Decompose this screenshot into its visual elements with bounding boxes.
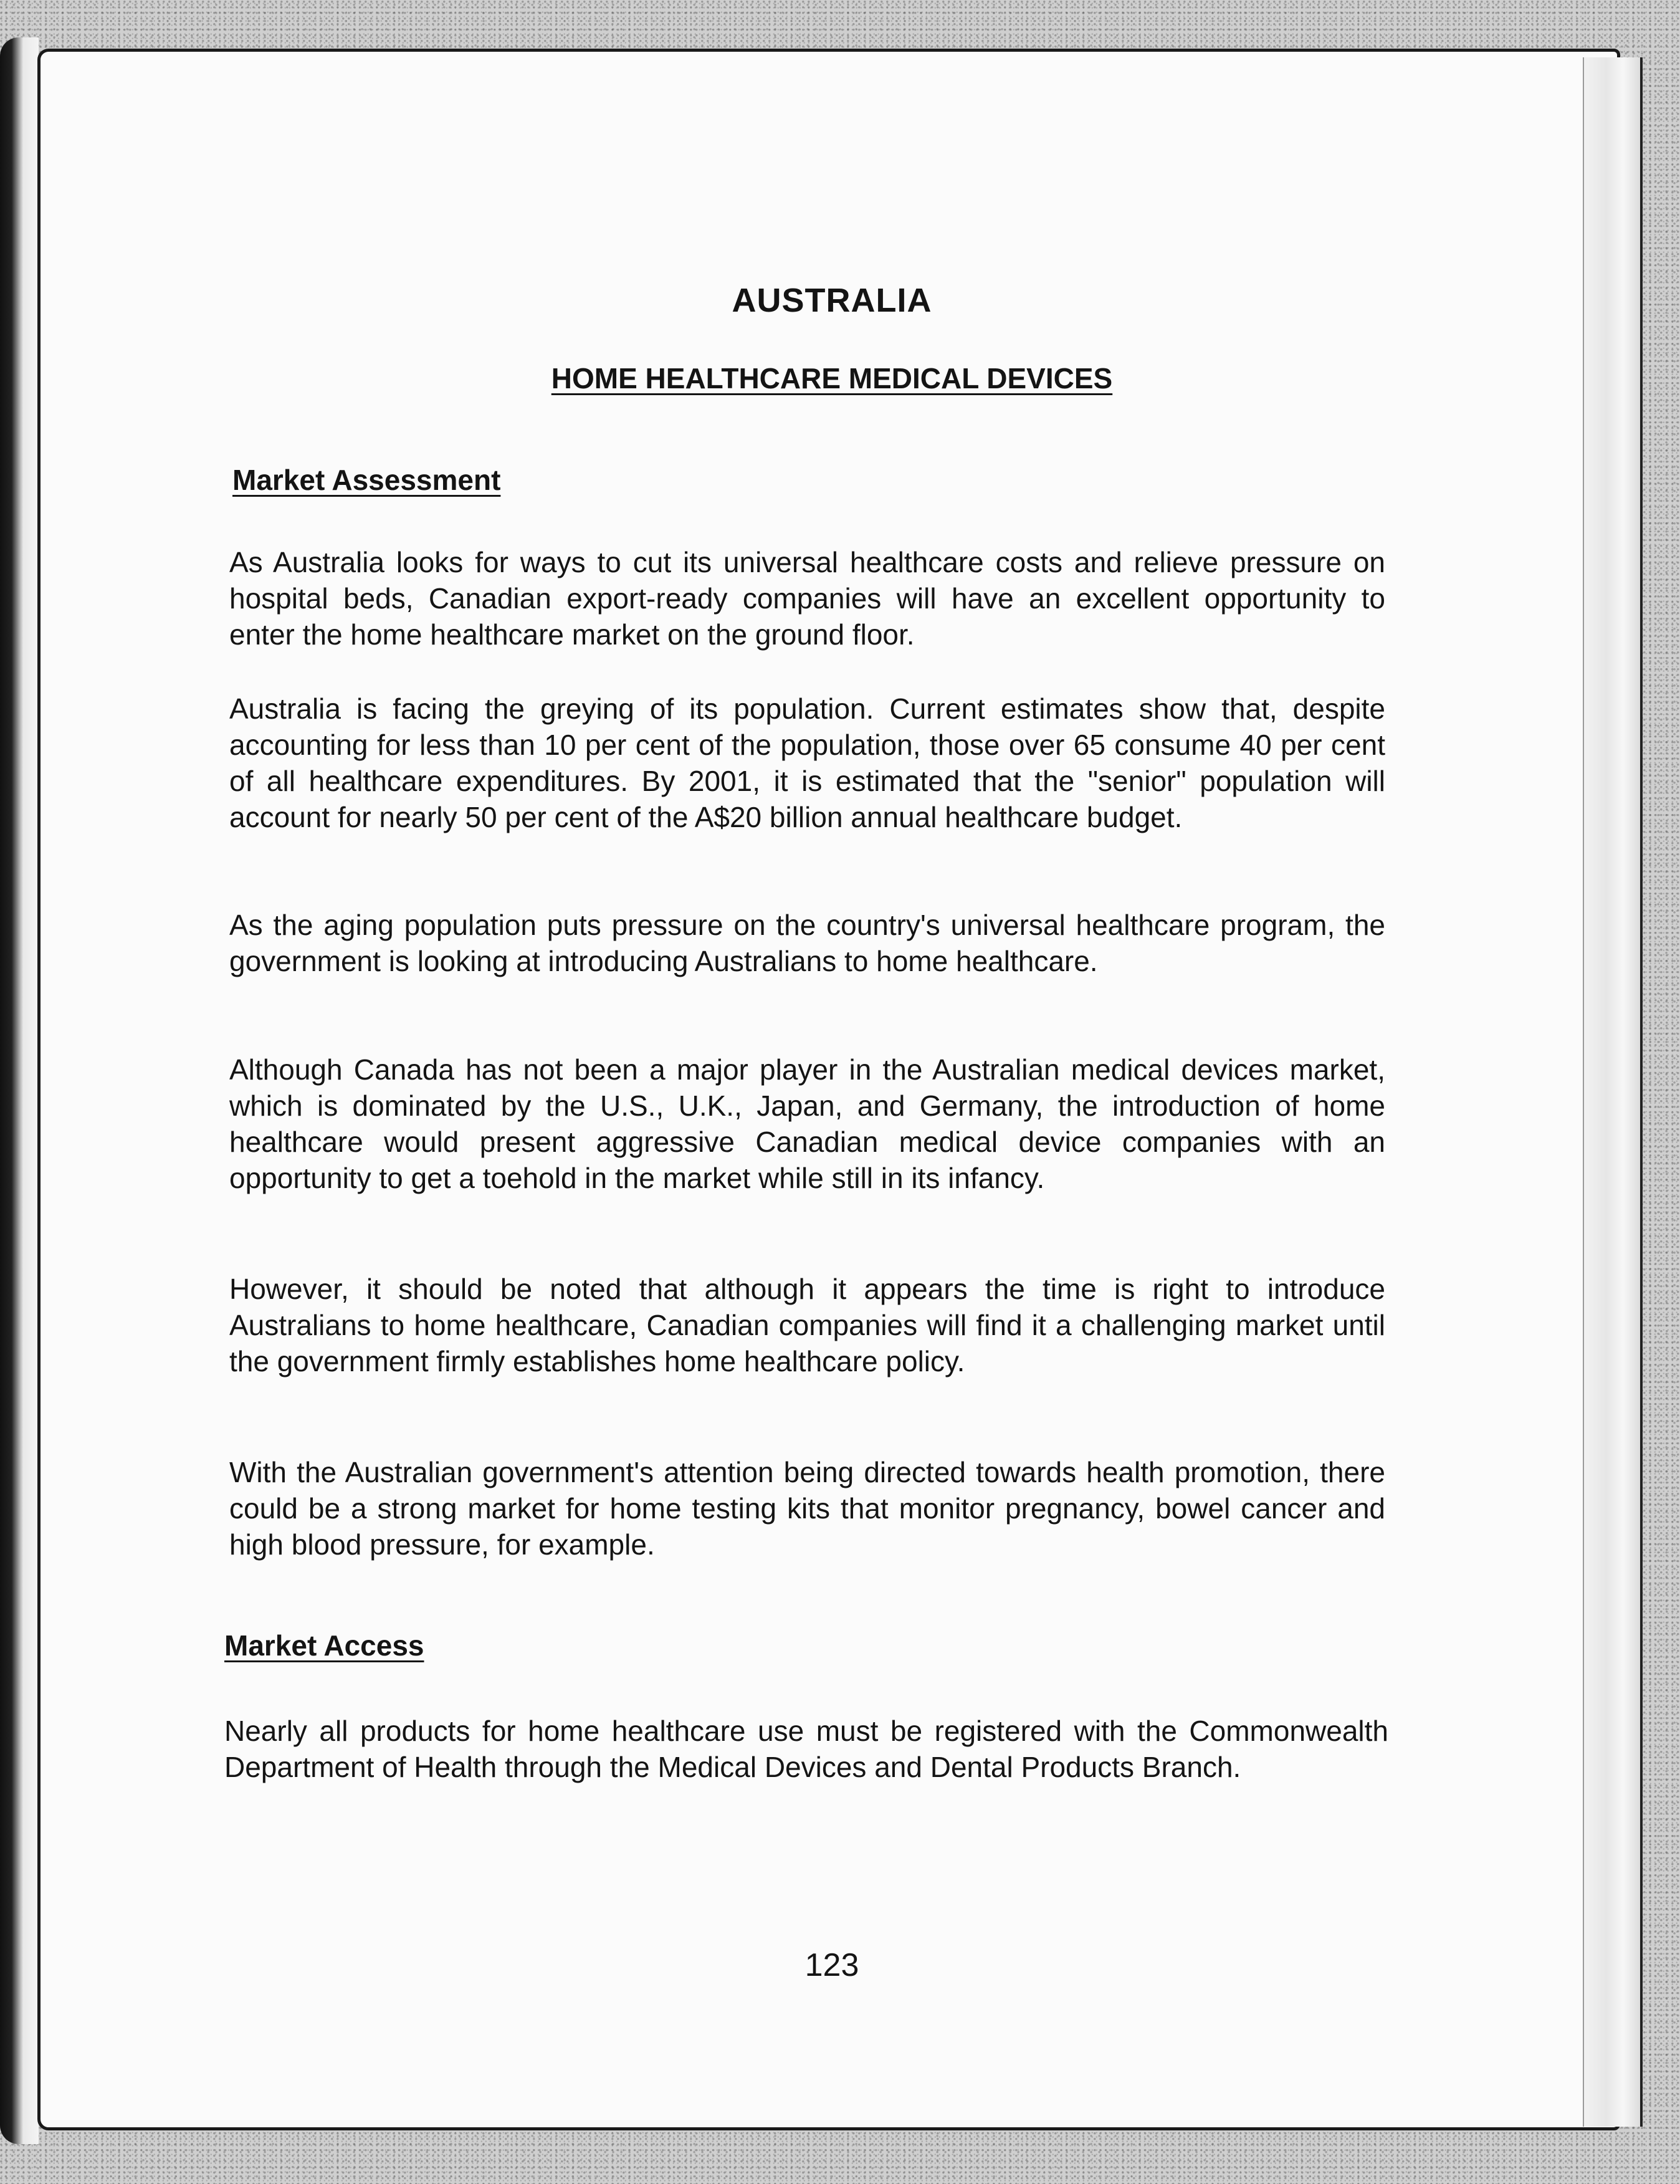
paragraph: As Australia looks for ways to cut its universal healthcare costs and relieve pressure on hospital beds, Canadian export-ready companies will have an excellent opportunity to enter the home healthcare market on the ground floor.: [229, 546, 1385, 651]
page-stack-edge: [1583, 57, 1643, 2127]
page-number: 123: [804, 1947, 859, 1983]
section-heading-market-access: Market Access: [224, 1629, 424, 1662]
paragraph: Australia is facing the greying of its population. Current estimates show that, despite accounting for less than 10 per cent of the population, those over 65 consume 40 per cent of all healthcare expenditures. By 2001, it is estimated that the "senior" population will account for nearly 50 per cent of the A$20 billion annual healthcare budget.: [229, 692, 1385, 833]
binder-edge: [0, 37, 39, 2144]
paragraph: With the Australian government's attention being directed towards health promotion, there could be a strong market for home testing kits that monitor pregnancy, bowel cancer and high blood pressure, for example.: [229, 1456, 1385, 1561]
paragraph: Although Canada has not been a major player in the Australian medical devices market, which is dominated by the U.S., U.K., Japan, and Germany, the introduction of home healthcare would present aggressive Canadian medical device companies with an opportunity to get a toehold in the market while still in its infancy.: [229, 1053, 1385, 1194]
paragraph: As the aging population puts pressure on the country's universal healthcare program, the government is looking at introducing Australians to home healthcare.: [229, 909, 1385, 977]
paragraph: However, it should be noted that although it appears the time is right to introduce Australians to home healthcare, Canadian companies will find it a challenging market until the government firmly establishes home healthcare policy.: [229, 1273, 1385, 1377]
document-page: [37, 49, 1620, 2130]
page-title: AUSTRALIA: [732, 282, 932, 319]
paragraph: Nearly all products for home healthcare use must be registered with the Commonwealth Department of Health through the Medical Devices and Dental Products Branch.: [224, 1715, 1388, 1783]
section-heading-market-assessment: Market Assessment: [232, 464, 501, 496]
page-subtitle: HOME HEALTHCARE MEDICAL DEVICES: [551, 362, 1113, 395]
